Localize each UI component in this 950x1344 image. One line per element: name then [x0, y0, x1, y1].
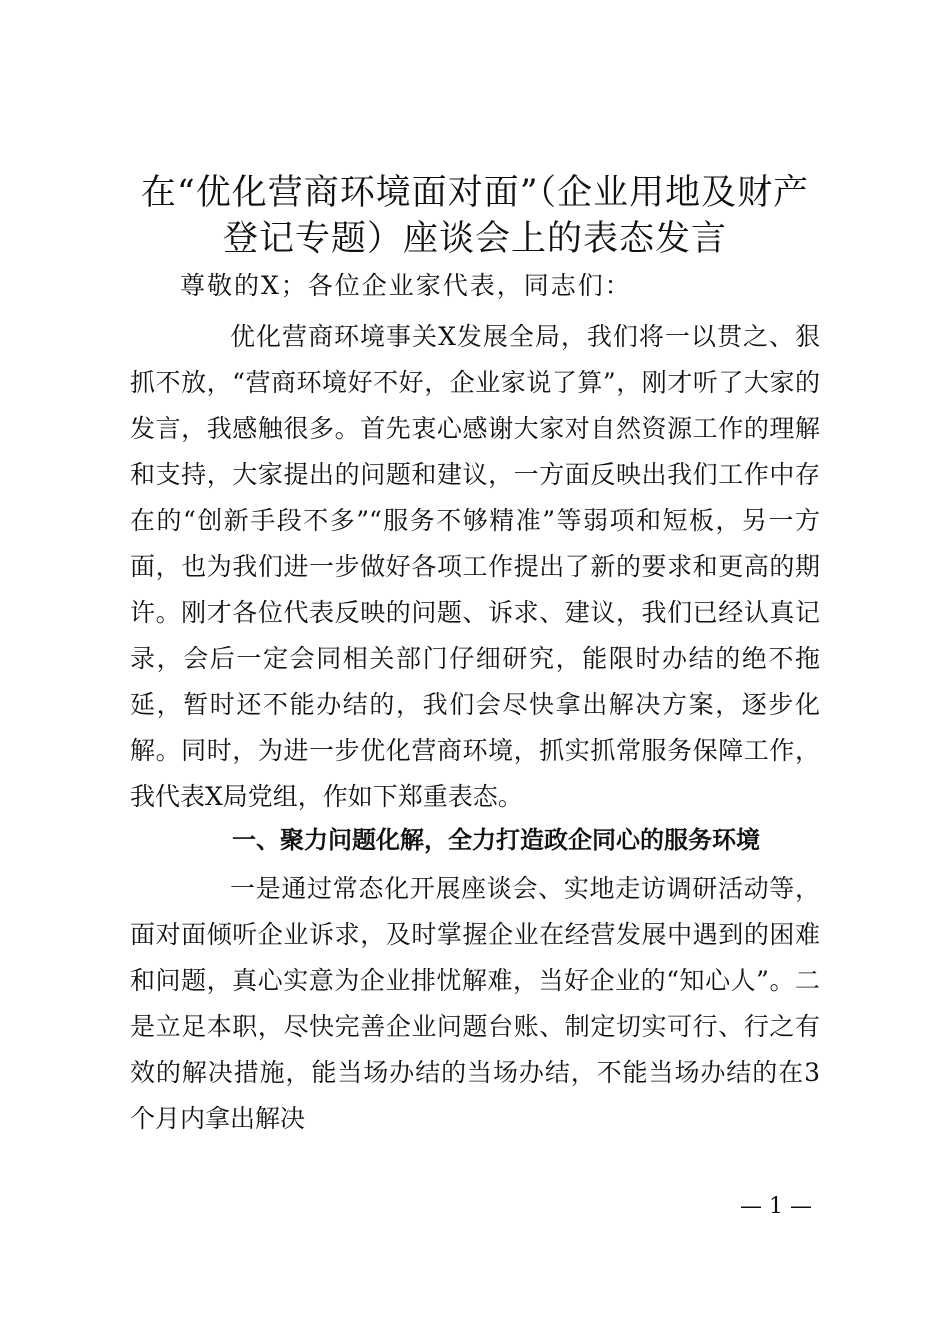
document-title-line-1: 在“优化营商环境面对面”（企业用地及财产 — [140, 173, 810, 213]
page-number: — 1 — — [740, 1194, 812, 1219]
body-paragraph-1: 优化营商环境事关X发展全局，我们将一以贯之、狠抓不放，“营商环境好不好，企业家说了算”，刚才听了大家的发言，我感触很多。首先衷心感谢大家对自然资源工作的理解和支持，大家提出的问题和建议，一方面反映出我们工作中存在的“创新手段不多”“服务不够精准”等弱项和短板，另一方面，也为我们进一步做好各项工作提出了新的要求和更高的期许。刚才各位代表反映的问题、诉求、建议，我们已经认真记录，会后一定会同相关部门仔细研究，能限时办结的绝不拖延，暂时还不能办结的，我们会尽快拿出解决方案，逐步化解。同时，为进一步优化营商环境，抓实抓常服务保障工作，我代表X局党组，作如下郑重表态。 — [130, 322, 820, 811]
section-heading: 一、聚力问题化解，全力打造政企同心的服务环境 — [232, 826, 760, 854]
body-paragraph-2: 一是通过常态化开展座谈会、实地走访调研活动等，面对面倾听企业诉求，及时掌握企业在经营发展中遇到的困难和问题，真心实意为企业排忧解难，当好企业的“知心人”。二是立足本职，尽快完善企业问题台账、制定切实可行、行之有效的解决措施，能当场办结的当场办结，不能当场办结的在3个月内拿出解决 — [130, 874, 820, 1133]
salutation: 尊敬的X；各位企业家代表，同志们： — [180, 271, 632, 300]
document-title-line-2: 登记专题）座谈会上的表态发言 — [222, 219, 727, 259]
